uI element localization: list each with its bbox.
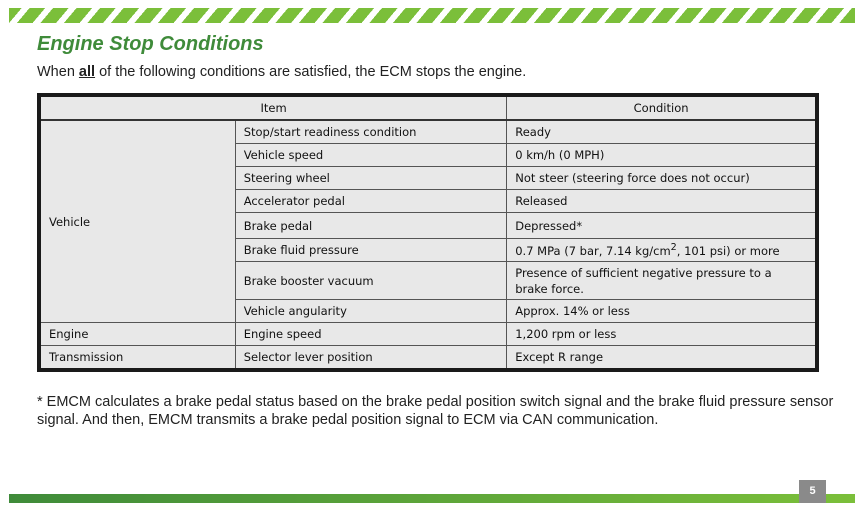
table-header-row — [39, 95, 817, 120]
row-item: Accelerator pedal — [235, 190, 507, 213]
header-item: Item — [39, 95, 507, 120]
table-row — [39, 120, 817, 144]
table-row — [39, 323, 817, 346]
group-engine: Engine — [39, 323, 235, 346]
row-item: Brake booster vacuum — [235, 262, 507, 300]
row-condition: Except R range — [507, 346, 817, 371]
page-number: 5 — [799, 480, 826, 503]
row-item: Brake pedal — [235, 213, 507, 239]
row-item: Vehicle angularity — [235, 300, 507, 323]
condition-part: 0.7 MPa (7 bar, 7.14 kg/cm — [515, 243, 671, 258]
intro-before: When — [37, 64, 79, 80]
group-transmission: Transmission — [39, 346, 235, 371]
intro-after: of the following conditions are satisfied, the ECM stops the engine. — [95, 64, 527, 80]
intro-text — [37, 64, 526, 80]
row-condition — [507, 239, 817, 262]
top-stripe-bar — [9, 8, 855, 23]
row-condition: Approx. 14% or less — [507, 300, 817, 323]
page-title: Engine Stop Conditions — [37, 33, 264, 55]
group-vehicle: Vehicle — [39, 120, 235, 323]
row-item: Steering wheel — [235, 167, 507, 190]
footnote: * EMCM calculates a brake pedal status based on the brake pedal position switch signal and the brake fluid pressure sensor signal. And then, EMCM transmits a brake pedal position signal to ECM via CAN communication. — [37, 394, 834, 428]
intro-emphasis: all — [78, 64, 96, 80]
row-item: Brake fluid pressure — [235, 239, 507, 262]
row-condition: Released — [507, 190, 817, 213]
row-condition: Depressed* — [507, 213, 817, 239]
row-item: Engine speed — [235, 323, 507, 346]
row-condition: Not steer (steering force does not occur) — [507, 167, 817, 190]
table-row — [39, 346, 817, 371]
row-condition: 0 km/h (0 MPH) — [507, 144, 817, 167]
condition-superscript: 2 — [670, 242, 677, 254]
conditions-table — [37, 93, 819, 372]
row-condition: Ready — [507, 120, 817, 144]
header-condition: Condition — [507, 95, 817, 120]
row-item: Vehicle speed — [235, 144, 507, 167]
row-condition: Presence of sufficient negative pressure to a brake force. — [507, 262, 817, 300]
row-item: Stop/start readiness condition — [235, 120, 507, 144]
bottom-bar — [9, 494, 855, 503]
row-condition: 1,200 rpm or less — [507, 323, 817, 346]
condition-part: , 101 psi) or more — [676, 243, 780, 258]
row-item: Selector lever position — [235, 346, 507, 371]
